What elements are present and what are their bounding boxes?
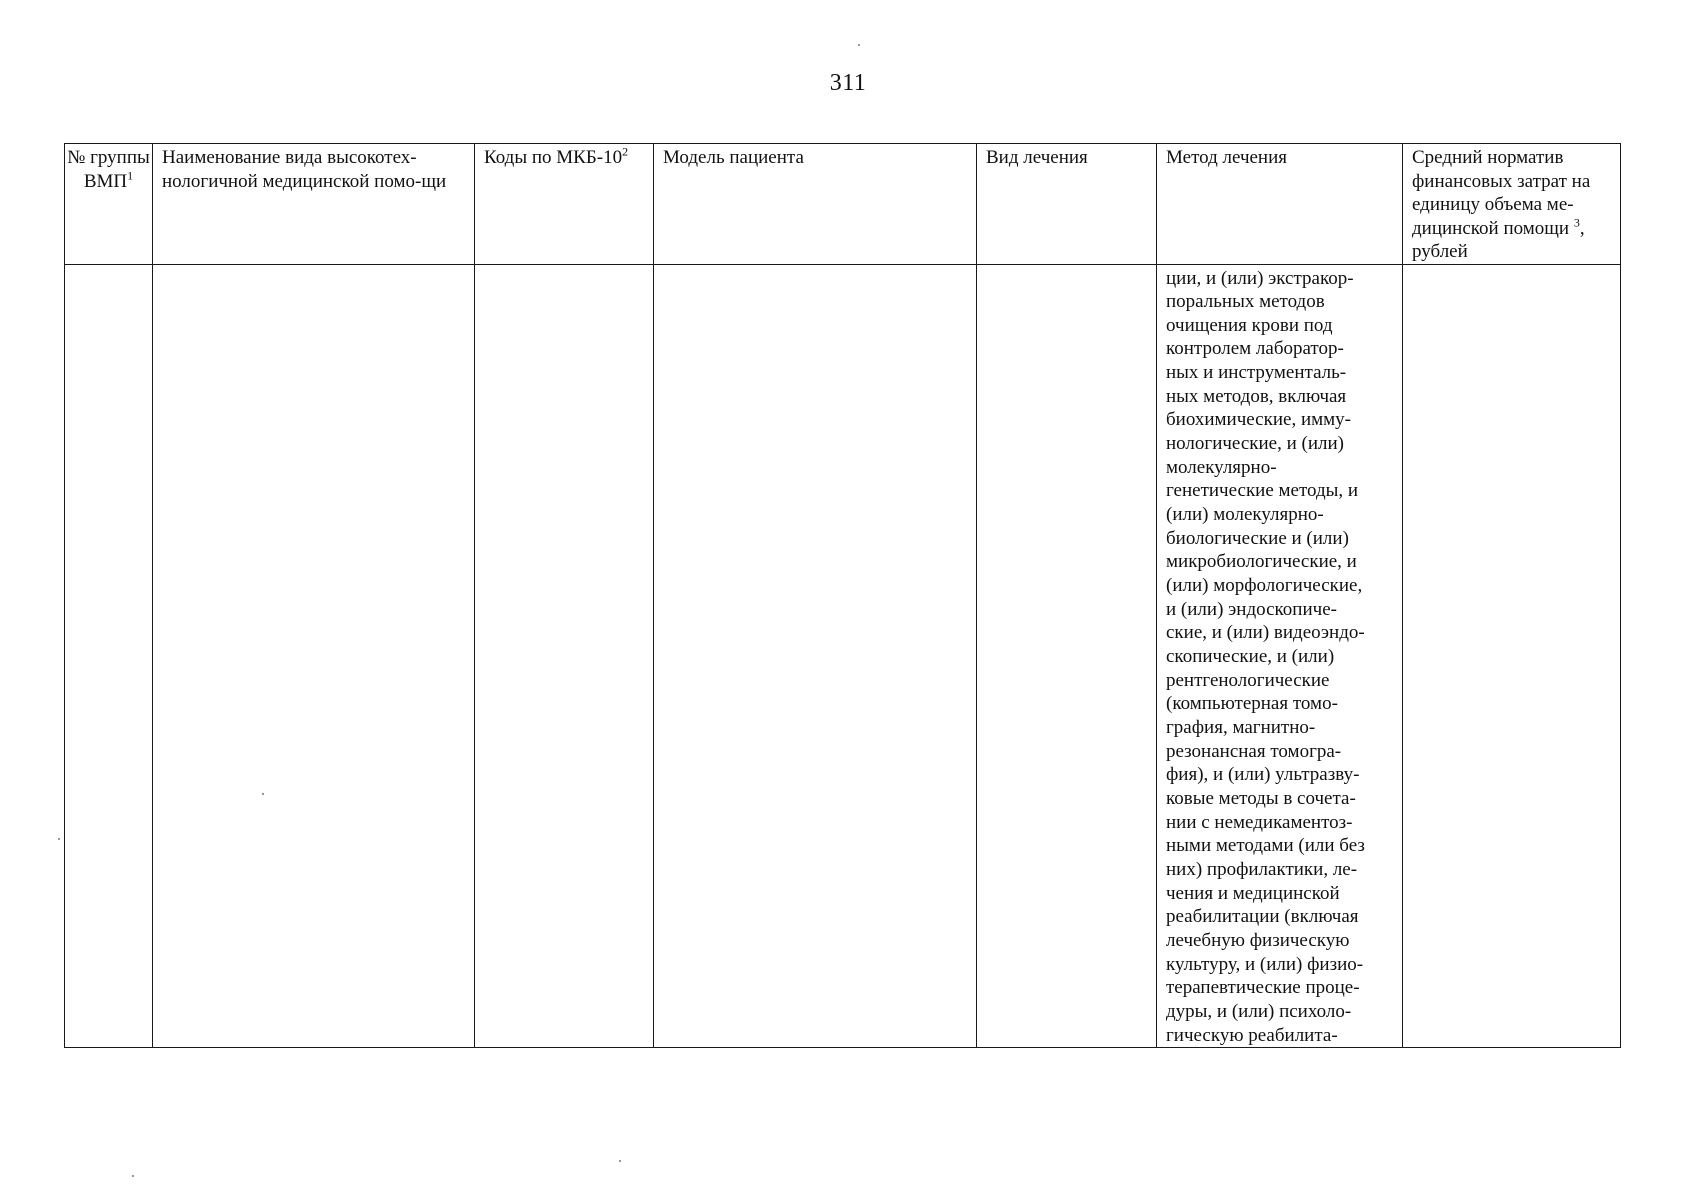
footnote-2: 2 [622, 144, 629, 159]
header-icd-codes [475, 144, 654, 265]
header-average-cost-unit: , рублей [1412, 217, 1585, 262]
header-group-number-label: № группы ВМП [67, 147, 150, 192]
scan-speck [858, 44, 860, 46]
cell-average-cost [1403, 264, 1621, 1048]
header-patient-model: Модель пациента [654, 144, 977, 265]
cell-icd-codes [475, 264, 654, 1048]
header-treatment-type: Вид лечения [977, 144, 1157, 265]
header-average-cost-label: Средний норматив финансовых затрат на единицу объема ме-дицинской помощи [1412, 147, 1591, 239]
page-number: 311 [829, 70, 867, 96]
header-treatment-method: Метод лечения [1157, 144, 1403, 265]
cell-group-number [65, 264, 153, 1048]
header-group-number [65, 144, 153, 265]
scan-speck [619, 1160, 621, 1162]
vmp-table [64, 143, 1621, 1048]
scan-speck [262, 793, 264, 795]
scan-speck [58, 838, 60, 840]
scan-speck [132, 1175, 134, 1177]
header-hitech-name: Наименование вида высокотех-нологичной медицинской помо-щи [153, 144, 475, 265]
treatment-method-text: ции, и (или) экстракор- поральных методов очищения крови под контролем лаборатор- ных и инструменталь- ных методов, включая биохимические, имму- нологические, и (или) молекулярно- генетические методы, и (или) молекулярно- биологические и (или) микробиологические, и (или) морфологические, и (или) эндоскопиче- ские, и (или) видеоэндо- скопические, и (или) рентгенологические (компьютерная томо- графия, магнитно- резонансная томогра- фия), и (или) ультразву- ковые методы в сочета- нии с немедикаментоз- ными методами (или без них) профилактики, ле- чения и медицинской реабилитации (включая лечебную физическую культуру, и (или) физио- терапевтические проце- дуры, и (или) психоло- гическую реабилита- [1166, 267, 1365, 1046]
footnote-1: 1 [127, 168, 134, 183]
cell-patient-model [654, 264, 977, 1048]
footnote-3: 3 [1573, 215, 1580, 230]
table-row [65, 264, 1621, 1048]
header-average-cost [1403, 144, 1621, 265]
cell-treatment-method [1157, 264, 1403, 1048]
header-icd-codes-label: Коды по МКБ-10 [484, 147, 623, 168]
cell-treatment-type [977, 264, 1157, 1048]
cell-hitech-name [153, 264, 475, 1048]
table-header-row [65, 144, 1621, 265]
